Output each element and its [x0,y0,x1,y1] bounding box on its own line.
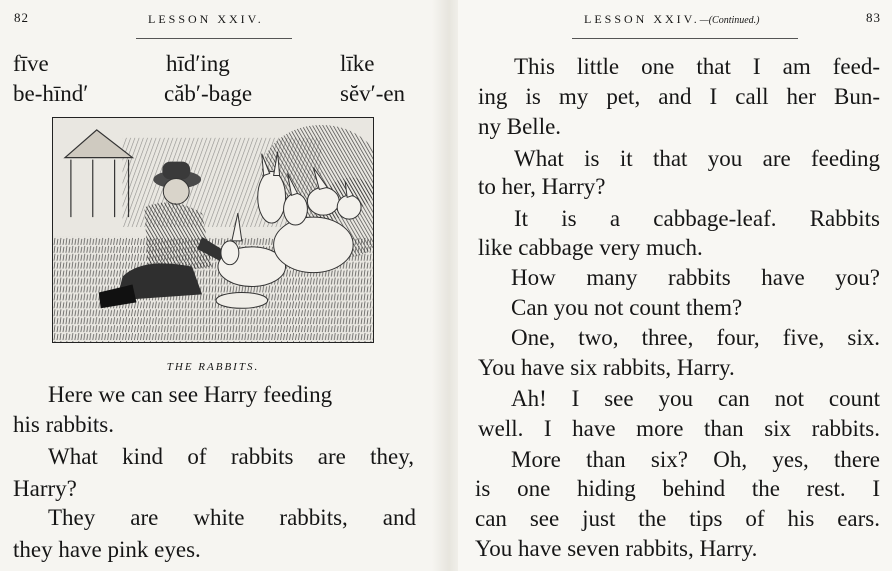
vocab-word: sĕv′-en [340,81,406,106]
text-line: like cabbage very much. [478,235,703,260]
rabbits-illustration [52,117,374,343]
left-page [0,0,440,571]
text-line: can see just the tips of his ears. [475,506,880,531]
running-head-continued: —(Continued.) [699,15,760,26]
text-line: is one hiding behind the rest. I [475,476,880,501]
text-line: they have pink eyes. [13,537,201,562]
running-head-right [584,12,760,27]
text-line: his rabbits. [13,412,114,437]
text-line: to her, Harry? [478,174,606,199]
text-line: well. I have more than six rabbits. [478,416,880,441]
header-rule-right [572,38,798,39]
page-number-right: 83 [866,10,881,25]
text-line: How many rabbits have you? [511,265,880,290]
running-head-title: LESSON XXIV. [584,12,700,26]
right-page [458,0,892,571]
text-line: ing is my pet, and I call her Bun- [478,84,880,109]
text-line: What is it that you are feeding [514,146,880,171]
text-line: More than six? Oh, yes, there [511,447,880,472]
text-line: What kind of rabbits are they, [48,444,414,469]
page-number-left: 82 [14,10,29,25]
vocab-word: fīve [13,51,49,76]
vocab-word: be-hīnd′ [13,81,89,106]
text-line: This little one that I am feed- [514,54,880,79]
vocab-word: hīd′ing [166,51,230,76]
text-line: Can you not count them? [511,295,743,320]
text-line: Ah! I see you can not count [511,386,880,411]
illustration-caption: THE RABBITS. [166,361,260,373]
running-head-left: LESSON XXIV. [148,12,264,26]
text-line: It is a cabbage-leaf. Rabbits [514,206,880,231]
text-line: They are white rabbits, and [48,505,416,530]
text-line: One, two, three, four, five, six. [511,325,880,350]
text-line: You have six rabbits, Harry. [478,355,735,380]
header-rule-left [136,38,292,39]
text-line: Here we can see Harry feeding [48,382,333,407]
text-line: You have seven rabbits, Harry. [475,536,758,561]
vocab-word: līke [340,51,375,76]
text-line: ny Belle. [478,114,562,139]
text-line: Harry? [13,476,77,501]
vocab-word: căb′-bage [164,81,253,106]
